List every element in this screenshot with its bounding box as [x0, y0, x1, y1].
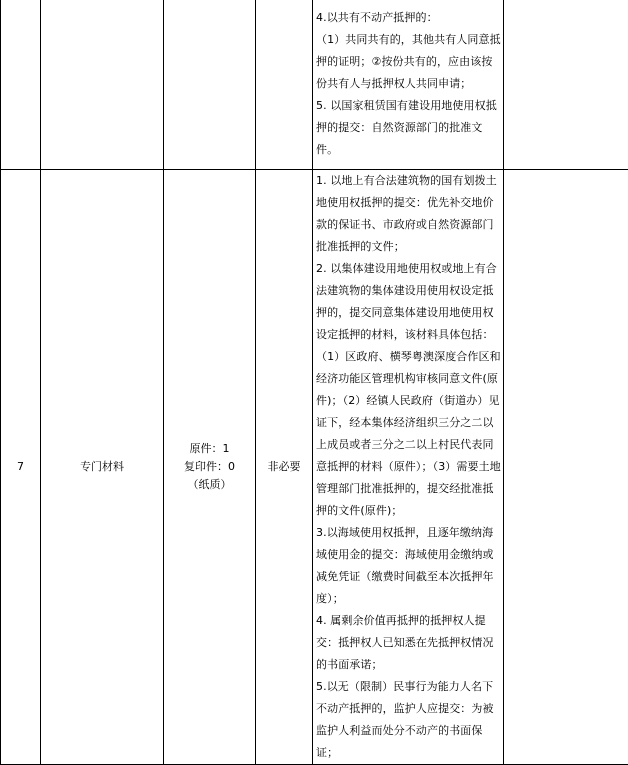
copy-count: 复印件：0: [164, 458, 255, 476]
requirement-paragraph: 2. 以集体建设用地使用权或地上有合法建筑物的集体建设用使用权设定抵押的，提交同意集体建设用地使用权设定抵押的材料，该材料具体包括：（1）区政府、横琴粤澳深度合作区和经济功能区管理机构审核同意文件(原件)；（2）经镇人民政府（街道办）见证下，经本集体经济组织三分之二以上成员或者三分之二以上村民代表同意抵押的材料（原件）；（3）需要土地管理部门批准抵押的，提交经批准抵押的文件(原件)；: [316, 258, 502, 522]
required-flag: [256, 0, 313, 170]
original-count: 原件：1: [164, 440, 255, 458]
table-row: [1, 0, 628, 170]
requirement-text: [313, 170, 504, 765]
requirement-paragraph: 4.以共有不动产抵押的：: [316, 7, 502, 29]
copies-cell: [164, 0, 256, 170]
requirement-paragraph: 3.以海域使用权抵押，且逐年缴纳海域使用金的提交：海域使用金缴纳或减免凭证（缴费时间截至本次抵押年度）；: [316, 522, 502, 610]
requirement-paragraph: （1）共同共有的，其他共有人同意抵押的证明；②按份共有的，应由该按份共有人与抵押权人共同申请；: [316, 29, 502, 95]
row-index: 7: [1, 170, 41, 765]
copies-cell: [164, 170, 256, 765]
requirement-paragraph: 1. 以地上有合法建筑物的国有划拨土地使用权抵押的提交：优先补交地价款的保证书、市政府或自然资源部门批准抵押的文件；: [316, 170, 502, 258]
remarks-cell: [504, 0, 628, 170]
material-form: （纸质）: [164, 476, 255, 494]
material-name: [41, 0, 164, 170]
row-index: [1, 0, 41, 170]
requirement-text: [313, 0, 504, 170]
remarks-cell: [504, 170, 628, 765]
requirement-paragraph: 5.以无（限制）民事行为能力人名下不动产抵押的，监护人应提交：为被监护人利益而处分不动产的书面保证；: [316, 676, 502, 764]
table-row: [1, 170, 628, 765]
required-flag: 非必要: [256, 170, 313, 765]
material-name: 专门材料: [41, 170, 164, 765]
requirement-paragraph: 4. 属剩余价值再抵押的抵押权人提交：抵押权人已知悉在先抵押权情况的书面承诺；: [316, 610, 502, 676]
requirement-paragraph: 5. 以国家租赁国有建设用地使用权抵押的提交：自然资源部门的批准文件。: [316, 95, 502, 161]
